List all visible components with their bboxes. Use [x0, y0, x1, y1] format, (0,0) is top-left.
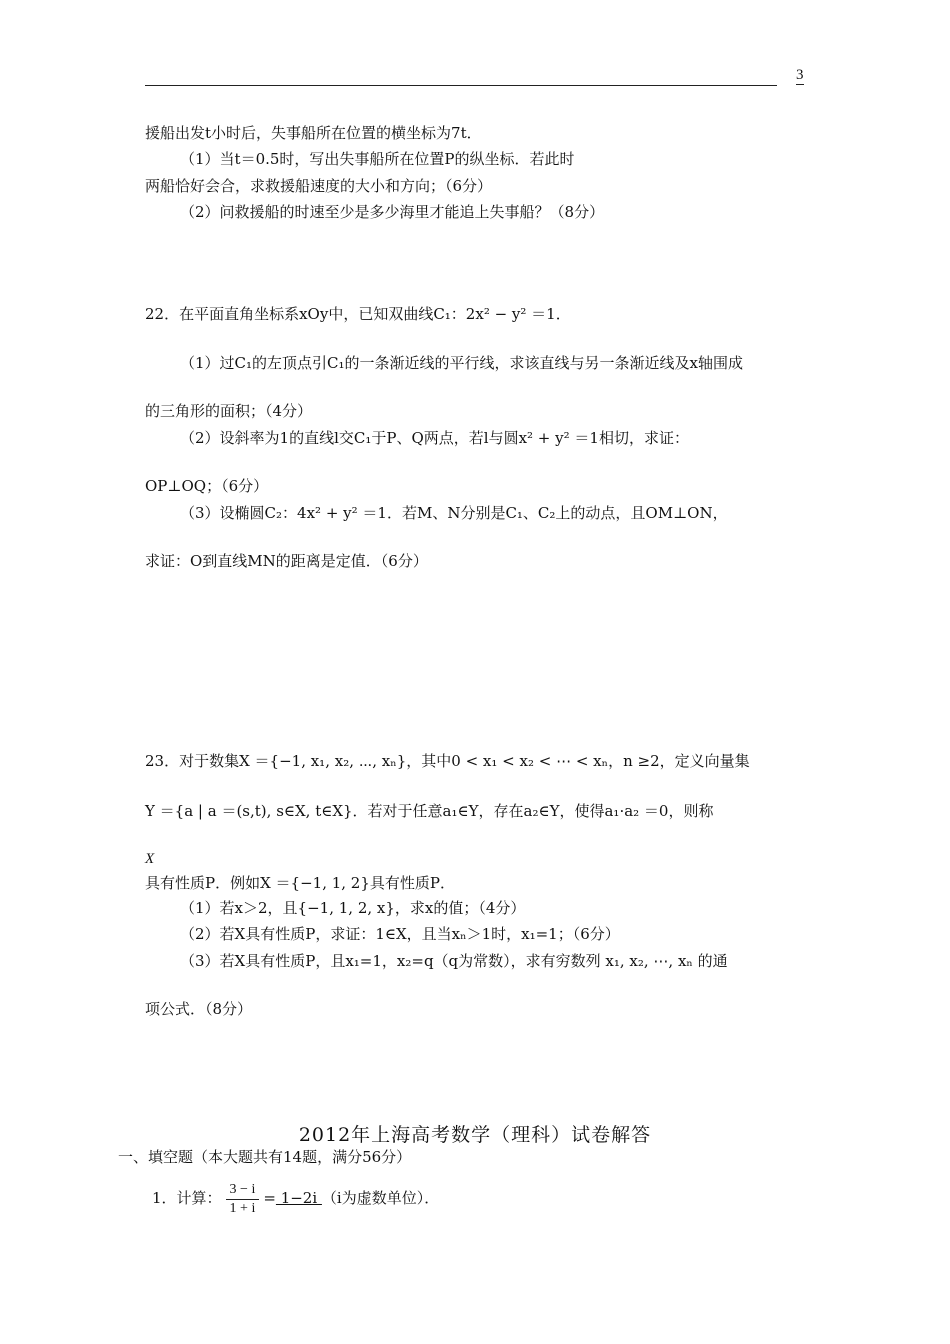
answer-q1-value: 1−2i [275, 1189, 322, 1207]
fraction [226, 1181, 260, 1218]
header-rule [145, 85, 777, 86]
q22-part1a: （1）过C₁的左顶点引C₁的一条渐近线的平行线，求该直线与另一条渐近线及x轴围成 [180, 354, 743, 372]
q22-part3a: （3）设椭圆C₂：4x² + y² ＝1．若M、N分别是C₁、C₂上的动点，且OM⊥ON， [180, 504, 728, 522]
q22-part2b: OP⊥OQ；（6分） [145, 477, 269, 495]
q23-stem1: 23．对于数集X ＝{−1, x₁, x₂, ⋯, xₙ}，其中0 < x₁ < x₂ < ⋯ < xₙ，n ≥2，定义向量集 [145, 752, 750, 770]
q21-part1a: （1）当t＝0.5时，写出失事船所在位置P的纵坐标．若此时 [180, 150, 575, 168]
q23-part3a: （3）若X具有性质P，且x₁=1，x₂=q（q为常数），求有穷数列 x₁, x₂, ⋯, xₙ 的通 [180, 952, 728, 970]
page-number: 3 [796, 67, 804, 83]
q23-part1: （1）若x＞2，且{−1, 1, 2, x}，求x的值；（4分） [180, 899, 526, 917]
answer-q1-equals: = [263, 1189, 276, 1207]
q23-stem3: X [145, 851, 155, 867]
answers-section-heading: 一、填空题（本大题共有14题，满分56分） [118, 1148, 412, 1166]
q22-part3b: 求证：O到直线MN的距离是定值．（6分） [145, 552, 428, 570]
q22-stem: 22．在平面直角坐标系xOy中，已知双曲线C₁：2x² − y² ＝1． [145, 305, 571, 323]
q23-stem4: 具有性质P．例如X ＝{−1, 1, 2}具有性质P． [145, 874, 455, 892]
q23-part2: （2）若X具有性质P，求证：1∈X，且当xₙ＞1时，x₁=1；（6分） [180, 925, 620, 943]
q21-part2: （2）问救援船的时速至少是多少海里才能追上失事船？（8分） [180, 203, 605, 221]
answer-q1-suffix: （i为虚数单位）． [321, 1189, 440, 1207]
q21-part1b: 两船恰好会合，求救援船速度的大小和方向；（6分） [145, 177, 493, 195]
fraction-denominator: 1 + i [229, 1200, 256, 1216]
answers-title: 2012年上海高考数学（理科）试卷解答 [298, 1124, 652, 1146]
q21-line1: 援船出发t小时后，失事船所在位置的横坐标为7t． [145, 124, 482, 142]
q22-part1b: 的三角形的面积；（4分） [145, 402, 313, 420]
fraction-numerator: 3 − i [226, 1181, 260, 1200]
q22-part2a: （2）设斜率为1的直线l交C₁于P、Q两点，若l与圆x² + y² ＝1相切，求证： [180, 429, 689, 447]
answer-q1-prefix: 1．计算： [152, 1189, 222, 1207]
q23-stem2: Y ＝{a | a ＝(s,t), s∈X, t∈X}．若对于任意a₁∈Y，存在a₂∈Y，使得a₁·a₂ ＝0，则称 [145, 802, 714, 820]
q23-part3b: 项公式．（8分） [145, 1000, 253, 1018]
answer-q1 [152, 1176, 439, 1220]
